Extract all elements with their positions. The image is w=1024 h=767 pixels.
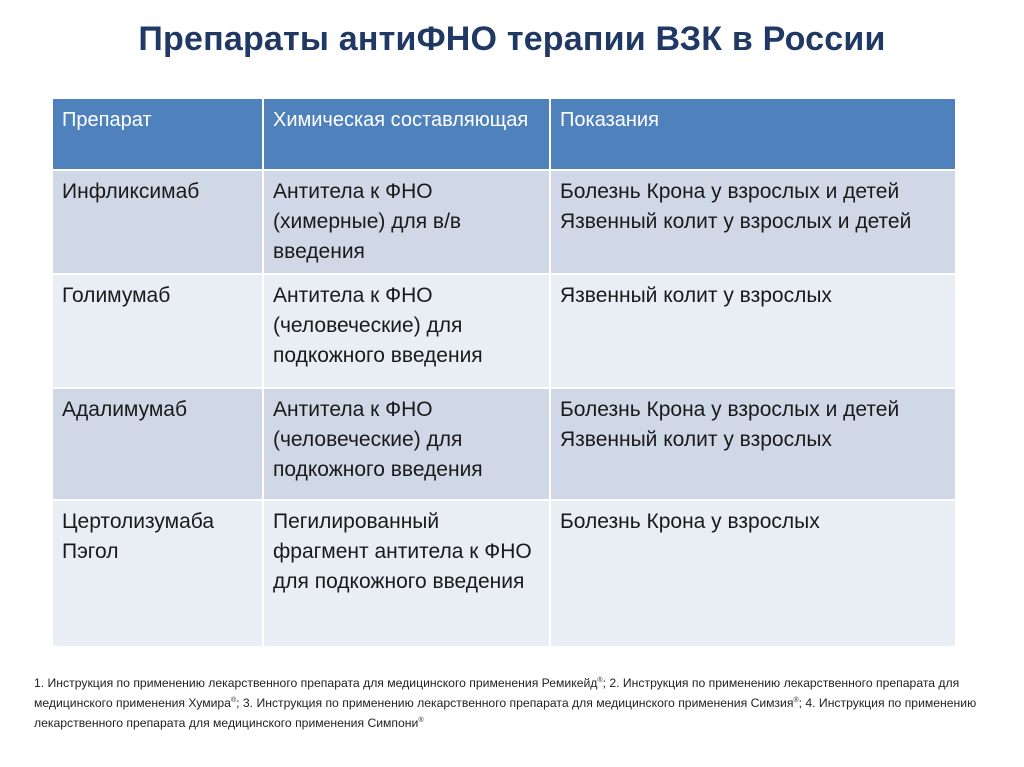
cell-drug: Цертолизумаба Пэгол bbox=[52, 500, 263, 647]
indication-line: Язвенный колит у взрослых bbox=[560, 284, 832, 307]
cell-composition: Антитела к ФНО (химерные) для в/в введения bbox=[263, 170, 550, 274]
cell-indications bbox=[550, 388, 956, 500]
cell-drug: Адалимумаб bbox=[52, 388, 263, 500]
drugs-table bbox=[51, 97, 957, 648]
indication-line: Язвенный колит у взрослых и детей bbox=[560, 210, 912, 233]
indication-line: Болезнь Крона у взрослых и детей bbox=[560, 398, 900, 421]
header-composition: Химическая составляющая bbox=[263, 98, 550, 170]
registered-mark: ® bbox=[418, 717, 424, 725]
indication-line: Болезнь Крона у взрослых bbox=[560, 510, 820, 533]
table-row bbox=[52, 170, 956, 274]
table-row bbox=[52, 388, 956, 500]
cell-drug: Голимумаб bbox=[52, 274, 263, 388]
footnote-ref-1: 1. Инструкция по применению лекарственного препарата для медицинского применения Ремикейд bbox=[34, 676, 598, 691]
cell-composition: Антитела к ФНО (человеческие) для подкожного введения bbox=[263, 274, 550, 388]
page-title: Препараты антиФНО терапии ВЗК в России bbox=[138, 20, 886, 58]
footnote-ref-4: ; 4. Инструкция по применению лекарственного препарата для медицинского применения Симпони bbox=[34, 696, 977, 731]
cell-indications bbox=[550, 170, 956, 274]
header-drug: Препарат bbox=[52, 98, 263, 170]
registered-mark: ® bbox=[597, 677, 603, 684]
cell-indications bbox=[550, 500, 956, 647]
registered-mark: ® bbox=[793, 697, 799, 705]
table-row bbox=[52, 500, 956, 647]
header-indications: Показания bbox=[550, 98, 956, 170]
footnote bbox=[34, 672, 994, 732]
footnote-ref-3: ; 3. Инструкция по применению лекарственного препарата для медицинского применения Симзия bbox=[236, 696, 794, 711]
cell-composition: Пегилированный фрагмент антитела к ФНО для подкожного введения bbox=[263, 500, 550, 647]
cell-drug: Инфликсимаб bbox=[52, 170, 263, 274]
footnote-ref-2: ; 2. Инструкция по применению лекарственного препарата для медицинского применения Хумира bbox=[34, 676, 960, 711]
table-header-row bbox=[52, 98, 956, 170]
registered-mark: ® bbox=[230, 697, 237, 705]
cell-composition: Антитела к ФНО (человеческие) для подкожного введения bbox=[263, 388, 550, 500]
indication-line: Язвенный колит у взрослых bbox=[560, 428, 832, 451]
table-row bbox=[52, 274, 956, 388]
cell-indications bbox=[550, 274, 956, 388]
indication-line: Болезнь Крона у взрослых и детей bbox=[560, 180, 900, 203]
